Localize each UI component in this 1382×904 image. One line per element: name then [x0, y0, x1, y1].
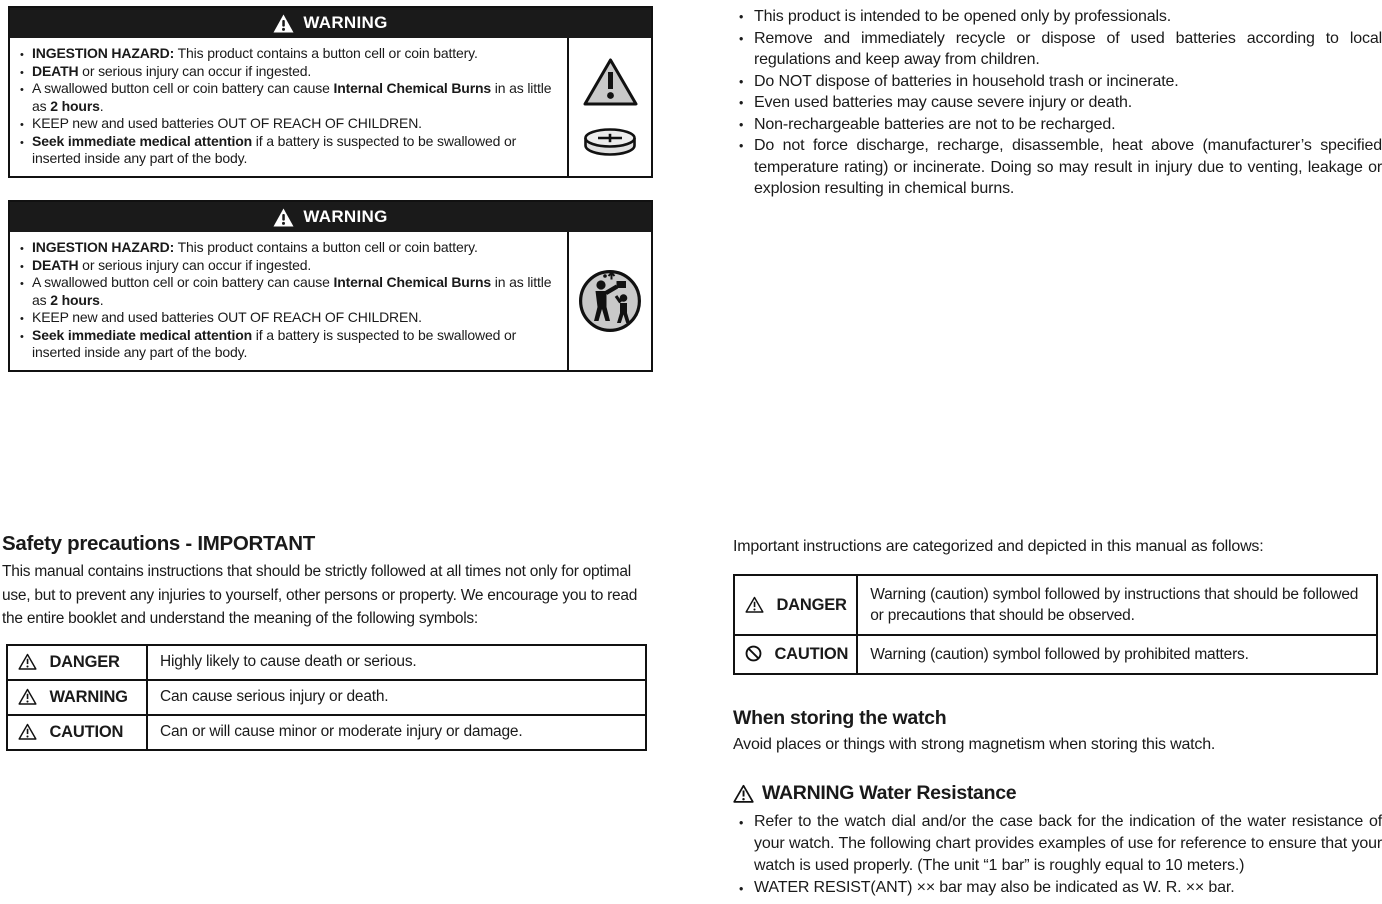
- warning-bullet: • Seek immediate medical attention if a battery is suspected to be swallowed or inserted inside any part of the body.: [16, 133, 559, 168]
- category-symbol-cell: [734, 575, 857, 635]
- battery-instruction-item: • This product is intended to be opened only by professionals.: [733, 6, 1382, 28]
- warning-triangle-filled-icon: [273, 208, 294, 227]
- warning-box-body: [10, 38, 651, 176]
- hazard-level-row: [7, 645, 646, 680]
- warning-box-keep-away: [8, 200, 653, 372]
- battery-instruction-item: • Non-rechargeable batteries are not to be recharged.: [733, 114, 1382, 136]
- hazard-symbol-cell: [7, 680, 147, 715]
- warning-banner: [10, 202, 651, 232]
- safety-precautions-section: [2, 531, 653, 751]
- storing-body: Avoid places or things with strong magnetism when storing this watch.: [733, 736, 1216, 753]
- hazard-symbol-cell: [7, 645, 147, 680]
- warning-triangle-icon: [582, 57, 639, 107]
- hazard-levels-table: [6, 644, 647, 751]
- water-resistance-heading: [733, 781, 1382, 805]
- water-resistance-bullet-list: [733, 811, 1382, 899]
- warning-bullet: • INGESTION HAZARD: This product contains a button cell or coin battery.: [16, 45, 559, 63]
- warning-triangle-outline-icon: [18, 688, 37, 705]
- battery-instruction-item: • Do NOT dispose of batteries in household trash or incinerate.: [733, 71, 1382, 93]
- warning-icon-column: [567, 232, 651, 370]
- battery-instruction-item: • Even used batteries may cause severe injury or death.: [733, 92, 1382, 114]
- battery-instruction-item: • Remove and immediately recycle or dispose of used batteries according to local regulations and keep away from children.: [733, 28, 1382, 71]
- battery-instruction-item: • Do not force discharge, recharge, disassemble, heat above (manufacturer’s specified temperature rating) or incinerate. Doing so may result in injury due to venting, leakage or explosion resulting in chemical burns.: [733, 135, 1382, 200]
- warning-bullet: • A swallowed button cell or coin battery can cause Internal Chemical Burns in as little as 2 hours.: [16, 80, 559, 115]
- instruction-categories-table: [733, 574, 1378, 675]
- warning-banner-label: WARNING: [303, 13, 388, 32]
- hazard-level-row: [7, 680, 646, 715]
- category-row: [734, 575, 1377, 635]
- warning-bullet: • A swallowed button cell or coin battery can cause Internal Chemical Burns in as little as 2 hours.: [16, 274, 559, 309]
- warning-bullet: • KEEP new and used batteries OUT OF REACH OF CHILDREN.: [16, 309, 559, 327]
- warning-bullet: • INGESTION HAZARD: This product contains a button cell or coin battery.: [16, 239, 559, 257]
- hazard-description: Highly likely to cause death or serious.: [147, 645, 646, 680]
- warning-triangle-outline-icon: [733, 784, 754, 803]
- category-label: CAUTION: [774, 645, 849, 663]
- storing-heading: When storing the watch: [733, 707, 947, 729]
- hazard-label: WARNING: [49, 687, 128, 706]
- warning-bullet-list: [10, 38, 567, 176]
- water-resistance-bullet: • Refer to the watch dial and/or the case back for the indication of the water resistance of your watch. The following chart provides examples of use for reference to ensure that your watch is used properly. (The unit “1 bar” is roughly equal to 10 meters.): [733, 811, 1382, 877]
- prohibition-icon: [745, 645, 762, 662]
- warning-icon-column: [567, 38, 651, 176]
- category-row: [734, 635, 1377, 674]
- warning-bullet: • DEATH or serious injury can occur if ingested.: [16, 63, 559, 81]
- safety-precautions-body: This manual contains instructions that should be strictly followed at all times not only for optimal use, but to prevent any injuries to yourself, other persons or property. We encourage you to read the entire booklet and understand the meaning of the following symbols:: [2, 563, 638, 627]
- warning-triangle-filled-icon: [273, 14, 294, 33]
- category-description: Warning (caution) symbol followed by instructions that should be followed or precautions that should be observed.: [857, 575, 1377, 635]
- warning-box-battery-hazard: [8, 6, 653, 178]
- warning-bullet-list: [10, 232, 567, 370]
- category-symbol-cell: [734, 635, 857, 674]
- hazard-description: Can or will cause minor or moderate injury or damage.: [147, 715, 646, 750]
- warning-bullet: • KEEP new and used batteries OUT OF REACH OF CHILDREN.: [16, 115, 559, 133]
- warning-triangle-outline-icon: [745, 596, 764, 613]
- hazard-label: CAUTION: [49, 722, 124, 741]
- hazard-symbol-cell: [7, 715, 147, 750]
- warning-bullet: • DEATH or serious injury can occur if ingested.: [16, 257, 559, 275]
- safety-precautions-heading: Safety precautions - IMPORTANT: [2, 532, 315, 555]
- hazard-level-row: [7, 715, 646, 750]
- warning-triangle-outline-icon: [18, 723, 37, 740]
- categories-intro: Important instructions are categorized and depicted in this manual as follows:: [733, 538, 1264, 555]
- warning-bullet: • Seek immediate medical attention if a battery is suspected to be swallowed or inserted inside any part of the body.: [16, 327, 559, 362]
- coin-battery-icon: [583, 127, 637, 157]
- water-resistance-bullet: • WATER RESIST(ANT) ×× bar may also be indicated as W. R. ×× bar.: [733, 877, 1382, 899]
- hazard-description: Can cause serious injury or death.: [147, 680, 646, 715]
- warning-triangle-outline-icon: [18, 653, 37, 670]
- hazard-label: DANGER: [49, 652, 120, 671]
- category-description: Warning (caution) symbol followed by prohibited matters.: [857, 635, 1377, 674]
- warning-banner-label: WARNING: [303, 207, 388, 226]
- water-resistance-heading-text: WARNING Water Resistance: [762, 782, 1017, 804]
- category-label: DANGER: [776, 595, 847, 614]
- right-lower-section: [733, 536, 1382, 899]
- battery-instructions-list: [733, 6, 1382, 200]
- warning-banner: [10, 8, 651, 38]
- keep-away-from-children-icon: [578, 269, 642, 333]
- warning-box-body: [10, 232, 651, 370]
